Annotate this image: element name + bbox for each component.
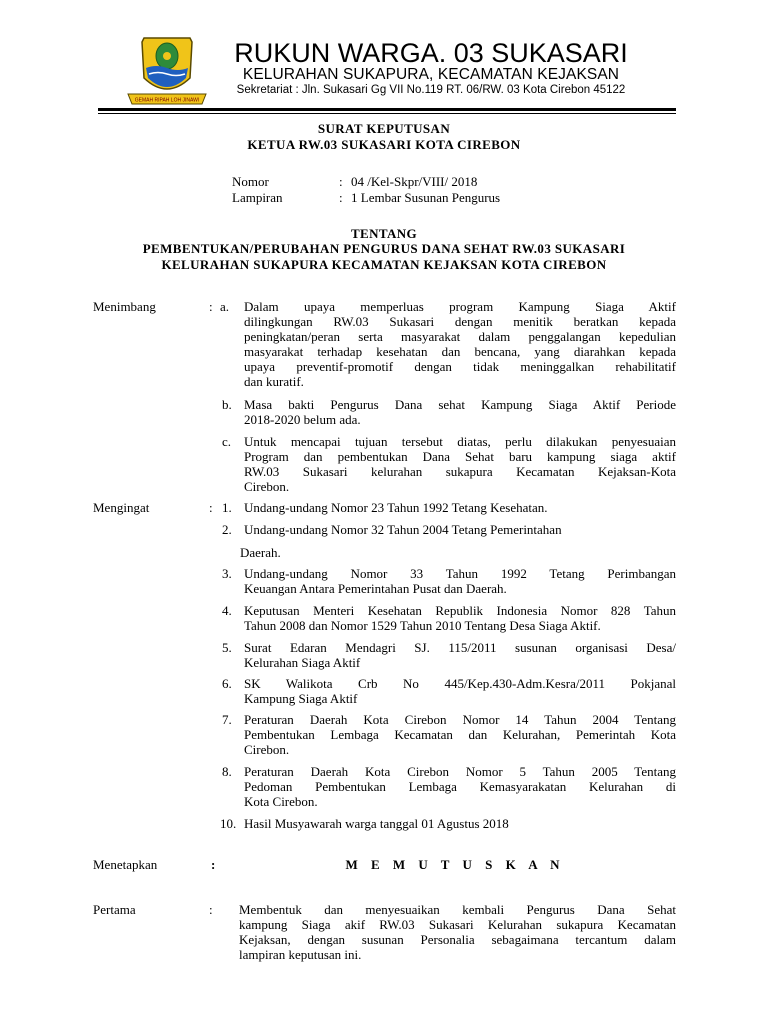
pertama-line-2: kampung Siaga akif RW.03 Sukasari Kelurahan sukapura Kecamatan: [239, 917, 676, 932]
tentang-line-2: KELURAHAN SUKAPURA KECAMATAN KEJAKSAN KOTA CIREBON: [161, 257, 607, 272]
lampiran-value: 1 Lembar Susunan Pengurus: [351, 190, 501, 205]
menimbang-line-a6: dan kuratif.: [244, 374, 304, 389]
mengingat-line-2b: Daerah.: [240, 545, 281, 560]
org-name: RUKUN WARGA. 03 SUKASARI: [234, 38, 628, 68]
nomor-colon: :: [339, 174, 343, 189]
mengingat-marker-10: 10.: [220, 816, 237, 831]
city-crest-logo: [122, 34, 212, 110]
mengingat-line-8c: Kota Cirebon.: [244, 794, 318, 809]
menimbang-line-a5: upaya preventif-promotif dengan tidak meninggalkan rehabilitatif: [244, 359, 676, 374]
menimbang-line-a4: masyarakat terhadap kesehatan dan bencana, yang diarahkan kepada: [244, 344, 676, 359]
menetapkan-label: Menetapkan: [93, 857, 158, 872]
mengingat-marker-2: 2.: [222, 522, 232, 537]
org-subtitle: KELURAHAN SUKAPURA, KECAMATAN KEJAKSAN: [242, 66, 620, 83]
crest-icon: [122, 34, 212, 110]
nomor-label: Nomor: [232, 174, 269, 189]
mengingat-marker-3: 3.: [222, 566, 232, 581]
mengingat-line-8b: Pedoman Pembentukan Lembaga Kemasyarakatan Kelurahan di: [244, 779, 676, 794]
menimbang-label: Menimbang: [93, 299, 156, 314]
pertama-line-4: lampiran keputusan ini.: [239, 947, 362, 962]
mengingat-line-6b: Kampung Siaga Aktif: [244, 691, 358, 706]
pertama-colon: :: [209, 902, 213, 917]
menimbang-marker-b: b.: [222, 397, 232, 412]
lampiran-label: Lampiran: [232, 190, 283, 205]
mengingat-line-4a: Keputusan Menteri Kesehatan Republik Indonesia Nomor 828 Tahun: [244, 603, 676, 618]
mengingat-marker-1: 1.: [222, 500, 232, 515]
mengingat-line-5b: Kelurahan Siaga Aktif: [244, 655, 361, 670]
menimbang-line-c1: Untuk mencapai tujuan tersebut diatas, perlu dilakukan penyesuaian: [244, 434, 676, 449]
mengingat-marker-7: 7.: [222, 712, 232, 727]
mengingat-marker-6: 6.: [222, 676, 232, 691]
tentang-line-1: PEMBENTUKAN/PERUBAHAN PENGURUS DANA SEHAT RW.03 SUKASARI: [142, 241, 626, 256]
menimbang-marker-a: a.: [220, 299, 230, 314]
mengingat-marker-4: 4.: [222, 603, 232, 618]
menetapkan-colon: :: [211, 857, 216, 872]
mengingat-line-1a: Undang-undang Nomor 23 Tahun 1992 Tetang Kesehatan.: [244, 500, 548, 515]
doc-title: SURAT KEPUTUSAN: [317, 121, 451, 136]
menimbang-colon: :: [209, 299, 213, 314]
menimbang-line-b1: Masa bakti Pengurus Dana sehat Kampung Siaga Aktif Periode: [244, 397, 676, 412]
mengingat-line-7a: Peraturan Daerah Kota Cirebon Nomor 14 Tahun 2004 Tentang: [244, 712, 676, 727]
header-rule-thin: [98, 113, 676, 114]
nomor-value: 04 /Kel-Skpr/VIII/ 2018: [351, 174, 478, 189]
mengingat-line-4b: Tahun 2008 dan Nomor 1529 Tahun 2010 Tentang Desa Siaga Aktif.: [244, 618, 601, 633]
mengingat-line-5a: Surat Edaran Mendagri SJ. 115/2011 susunan organisasi Desa/: [244, 640, 676, 655]
doc-subtitle: KETUA RW.03 SUKASARI KOTA CIREBON: [247, 137, 521, 152]
menimbang-line-c4: Cirebon.: [244, 479, 290, 494]
mengingat-label: Mengingat: [93, 500, 150, 515]
menimbang-line-a2: dilingkungan RW.03 Sukasari dengan menitik beratkan kepada: [244, 314, 676, 329]
memutuskan-heading: M E M U T U S K A N: [345, 857, 565, 872]
pertama-line-3: Kejaksan, dengan susunan Personalia sebagaimana tercantum dalam: [239, 932, 676, 947]
pertama-label: Pertama: [93, 902, 136, 917]
mengingat-colon: :: [209, 500, 213, 515]
mengingat-line-10a: Hasil Musyawarah warga tanggal 01 Agustus 2018: [244, 816, 509, 831]
pertama-line-1: Membentuk dan menyesuaikan kembali Pengurus Dana Sehat: [239, 902, 676, 917]
lampiran-colon: :: [339, 190, 343, 205]
mengingat-line-6a: SK Walikota Crb No 445/Kep.430-Adm.Kesra/2011 Pokjanal: [244, 676, 676, 691]
mengingat-line-2a: Undang-undang Nomor 32 Tahun 2004 Tetang Pemerintahan: [244, 522, 562, 537]
menimbang-line-c3: RW.03 Sukasari kelurahan sukapura Kecamatan Kejaksan-Kota: [244, 464, 676, 479]
mengingat-line-7c: Cirebon.: [244, 742, 290, 757]
mengingat-marker-8: 8.: [222, 764, 232, 779]
mengingat-line-8a: Peraturan Daerah Kota Cirebon Nomor 5 Tahun 2005 Tentang: [244, 764, 676, 779]
menimbang-line-c2: Program dan pembentukan Dana Sehat baru kampung siaga aktif: [244, 449, 676, 464]
crest-motto: GEMAH RIPAH LOH JINAWI: [134, 97, 200, 104]
menimbang-marker-c: c.: [222, 434, 232, 449]
menimbang-line-b2: 2018-2020 belum ada.: [244, 412, 361, 427]
tentang-label: TENTANG: [350, 226, 418, 241]
header-rule-thick: [98, 108, 676, 111]
mengingat-line-7b: Pembentukan Lembaga Kecamatan dan Kelurahan, Pemerintah Kota: [244, 727, 676, 742]
org-address: Sekretariat : Jln. Sukasari Gg VII No.119 RT. 06/RW. 03 Kota Cirebon 45122: [236, 84, 626, 96]
mengingat-marker-5: 5.: [222, 640, 232, 655]
mengingat-line-3a: Undang-undang Nomor 33 Tahun 1992 Tetang Perimbangan: [244, 566, 676, 581]
mengingat-line-3b: Keuangan Antara Pemerintahan Pusat dan Daerah.: [244, 581, 507, 596]
menimbang-line-a1: Dalam upaya memperluas program Kampung Siaga Aktif: [244, 299, 676, 314]
menimbang-line-a3: peningkatan/peran serta masyarakat dalam penggalangan kepedulian: [244, 329, 676, 344]
